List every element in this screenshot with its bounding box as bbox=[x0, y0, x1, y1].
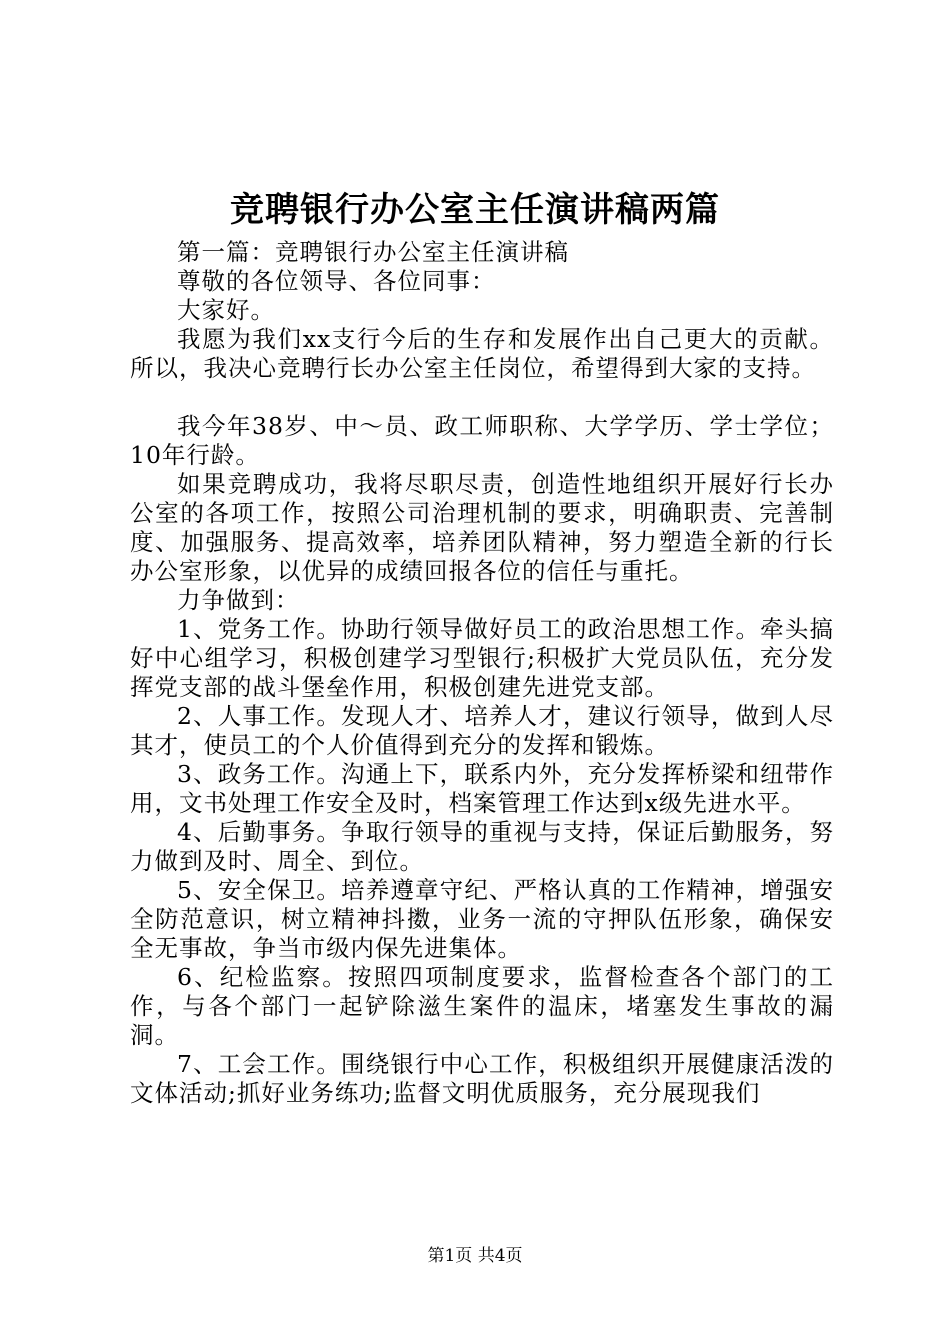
document-body bbox=[130, 238, 834, 1108]
paragraph-item-discipline: 6、纪检监察。按照四项制度要求，监督检查各个部门的工作，与各个部门一起铲除滋生案件的温床，堵塞发生事故的漏洞。 bbox=[130, 963, 834, 1049]
paragraph-self-intro: 我今年38岁、中～员、政工师职称、大学学历、学士学位；10年行龄。 bbox=[130, 412, 834, 469]
paragraph-item-party-affairs: 1、党务工作。协助行领导做好员工的政治思想工作。牵头搞好中心组学习，积极创建学习型银行;积极扩大党员队伍，充分发挥党支部的战斗堡垒作用，积极创建先进党支部。 bbox=[130, 615, 834, 701]
page-number-footer: 第1页 共4页 bbox=[427, 1246, 523, 1266]
document-title: 竞聘银行办公室主任演讲稿两篇 bbox=[230, 190, 720, 230]
paragraph-salutation: 尊敬的各位领导、各位同事： bbox=[177, 267, 496, 295]
paragraph-item-personnel: 2、人事工作。发现人才、培养人才，建议行领导，做到人尽其才，使员工的个人价值得到充分的发挥和锻炼。 bbox=[130, 702, 834, 759]
paragraph-item-union: 7、工会工作。围绕银行中心工作，积极组织开展健康活泼的文体活动;抓好业务练功;监督文明优质服务，充分展现我们 bbox=[130, 1050, 834, 1107]
paragraph-item-administration: 3、政务工作。沟通上下，联系内外，充分发挥桥梁和纽带作用，文书处理工作安全及时，档案管理工作达到x级先进水平。 bbox=[130, 760, 834, 817]
paragraph-item-security: 5、安全保卫。培养遵章守纪、严格认真的工作精神，增强安全防范意识，树立精神抖擞，业务一流的守押队伍形象，确保安全无事故，争当市级内保先进集体。 bbox=[130, 876, 834, 962]
paragraph-section-heading: 第一篇：竞聘银行办公室主任演讲稿 bbox=[177, 238, 569, 266]
paragraph-item-logistics: 4、后勤事务。争取行领导的重视与支持，保证后勤服务，努力做到及时、周全、到位。 bbox=[130, 818, 834, 875]
paragraph-intention: 我愿为我们xx支行今后的生存和发展作出自己更大的贡献。所以，我决心竞聘行长办公室主任岗位，希望得到大家的支持。 bbox=[130, 325, 834, 382]
paragraph-commitment: 如果竞聘成功，我将尽职尽责，创造性地组织开展好行长办公室的各项工作，按照公司治理机制的要求，明确职责、完善制度、加强服务、提高效率，培养团队精神，努力塑造全新的行长办公室形象，以优异的成绩回报各位的信任与重托。 bbox=[130, 470, 834, 585]
paragraph-greeting: 大家好。 bbox=[177, 296, 275, 324]
paragraph-goals-intro: 力争做到： bbox=[177, 586, 300, 614]
